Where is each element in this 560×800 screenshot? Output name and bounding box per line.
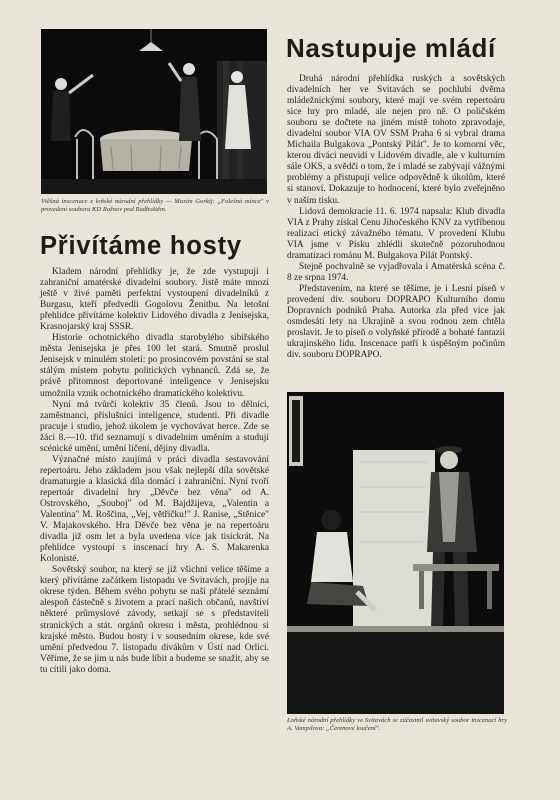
article-paragraph: Představením, na které se těšíme, je i Lesní píseň v provedení div. souboru DOPRAPO Kulturního domu Dopravních podniků Praha. Autorka zla před více jak osmdesáti lety na Ukrajině a svou rodnou zem chtěla proslavit. Je to píseň o volyňské přírodě a bohaté fantazii ukrajinského lidu. Inscenace patří k úspěšným počinům div. souboru DOPRAPO. [287, 283, 505, 361]
article-heading-nastupuje-mladi: Nastupuje mládí [286, 33, 496, 63]
article-body-privitame-hosty [40, 267, 269, 676]
article-paragraph: Historie ochotnického divadla starobylého sibiřského města Jenisejska je přes 100 let stará. Smutně proslul Jenisejsk v minulém století: po prosincovém povstání se stal stálým místem pobytu politických vyhnanců. Zdá se, že právě přítomnost deportované inteligence v Jenisejsku umožnila vznik ochotnického dramatického kolektivu. [40, 333, 269, 399]
photo-caption-top: Vtěšná inscenace z loňské národní přehlídky — Maxim Gorkij: „Falešná mince" v provedení souboru KD Rožnov pod Radhoštěm. [41, 198, 269, 214]
stage-photo-bottom [287, 392, 504, 714]
article-paragraph: Stejně pochvalně se vyjadřovala i Amatérská scéna č. 8 ze srpna 1974. [287, 261, 505, 283]
article-paragraph: Význačné místo zaujímá v práci divadla sestavování repertoáru. Jeho základem jsou však nejlepší díla sovětské dramaturgie a klasická díla domácí i zahraniční. Nyní tvoří repertoár divadelní hry „Děvče bez věna" od A. Ostrovského, „Souboj" od M. Bajdžijeva, „Valentin a Valentina" M. Roščina, „Vej, větříčku!" J. Ranise, „Stěnice" V. Majakovského. Hra Děvče bez věna je na repertoáru divadla již osm let a byla uvedena více jak tisíckrát. Na přehlídce vystoupí s inscenací hry A. S. Makarenka Kolonisté. [40, 454, 269, 565]
stage-photo-top [41, 29, 267, 194]
article-heading-privitame-hosty: Přivítáme hosty [40, 232, 242, 260]
stage-scene-illustration [41, 29, 267, 194]
article-paragraph: Nyní má tvůrčí kolektiv 35 členů. Jsou to dělníci, zaměstnanci, příslušníci inteligence, studenti. Při divadle pracuje i studio, jehož úkolem je vychovávat herce. Zde se žáci 8.—10. tříd seznamují s divadelním uměním a studují scénické umění, umění líčení, dějiny divadla. [40, 399, 269, 454]
stage-scene-illustration [287, 392, 504, 714]
article-paragraph: Lidová demokracie 11. 6. 1974 napsala: Klub divadla VIA z Prahy získal Cenu Jihočeského KNV za vytříbenou realizaci etický závažného tématu. V provedení Klubu VIA jsme v Písku zhlédli skutečně pozoruhodnou dramatizaci románu M. Bulgakova Pilát Pontský. [287, 206, 505, 261]
photo-caption-bottom: Loňské národní přehlídky ve Svitavách se zúčastnil svitavský soubor inscenací hry A. Vampilova: „Čerenové loučení". [287, 717, 507, 733]
article-paragraph: Sovětský soubor, na který se již všichni velice těšíme a který přivítáme začátkem listopadu ve Svitavách, projíje na okrese týden. Během svého pobytu se naši přátelé seznámí alespoň částečně s životem a prací našich občanů, navštíví některé průmyslové závody, setkají se s představiteli stranických a stát. orgánů okresu i města, prohlédnou si krajské město. Budou hosty i v sousedním okrese, kde své umění předvedou 7. listopadu divákům v Ústí nad Orlicí. Věříme, že se jim u nás bude líbit a budeme se snažit, aby se tu cítili jako doma. [40, 565, 269, 675]
article-paragraph: Kladem národní přehlídky je, že zde vystupují i zahraniční amatérské divadelní soubory. Jistě máte mnozí ještě v živé paměti perfektní vystoupení divadelníků z Burgasu, kteří předvedli Gogolovu Ženitbu. Na letošní přehlídce přivítáme kolektiv Lidového divadla z Jenisejska, Krasnojarský kraj SSSR. [40, 267, 269, 333]
article-body-nastupuje-mladi [287, 74, 505, 361]
article-paragraph: Druhá národní přehlídka ruských a sovětských divadelních her ve Svitavách se pochlubí dvěma mládežnickými soubory, které mají ve svém repertoáru sice hry pro mladé, ale nejen pro ně. O poličském souboru se dočtete na jiném místě tohoto zpravodaje, divadelní soubor VIA OV SSM Praha 6 si vybral drama Michaila Bulgakova „Pontský Pilát". Je to komorní věc, kterou diváci neuvidí v Lidovém divadle, ale v kulturním sále OKS, a svědčí o tom, že i mladé se zabývají vážnými problémy a přistupují velice odpovědně k úkolům, které si stanoví. Dokazuje to hodnocení, které bylo zveřejněno v naším tisku. [287, 74, 505, 206]
